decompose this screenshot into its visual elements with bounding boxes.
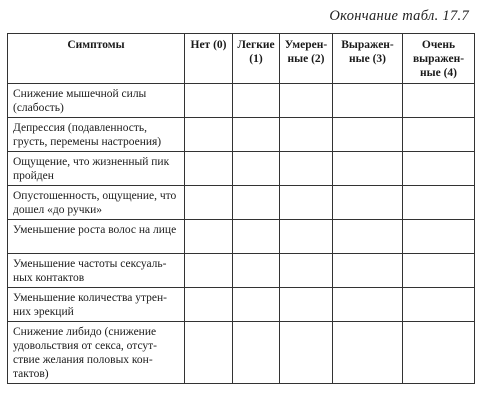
rating-cell-mild[interactable] [233, 84, 280, 118]
symptoms-table [7, 33, 475, 384]
rating-cell-none[interactable] [185, 220, 233, 254]
symptom-cell: Опустошенность, ощущение, что дошел «до ручки» [8, 186, 185, 220]
table-row [8, 288, 475, 322]
symptom-cell: Уменьшение частоты сексуаль-ных контактов [8, 254, 185, 288]
header-very-severe: Очень выражен-ные (4) [403, 34, 475, 84]
rating-cell-none[interactable] [185, 288, 233, 322]
rating-cell-severe[interactable] [333, 254, 403, 288]
rating-cell-severe[interactable] [333, 322, 403, 384]
rating-cell-very-severe[interactable] [403, 288, 475, 322]
rating-cell-very-severe[interactable] [403, 220, 475, 254]
rating-cell-severe[interactable] [333, 220, 403, 254]
rating-cell-moderate[interactable] [280, 186, 333, 220]
table-row [8, 152, 475, 186]
rating-cell-very-severe[interactable] [403, 152, 475, 186]
header-none: Нет (0) [185, 34, 233, 84]
rating-cell-severe[interactable] [333, 84, 403, 118]
rating-cell-moderate[interactable] [280, 322, 333, 384]
rating-cell-very-severe[interactable] [403, 118, 475, 152]
rating-cell-none[interactable] [185, 186, 233, 220]
table-row [8, 254, 475, 288]
rating-cell-severe[interactable] [333, 152, 403, 186]
table-row [8, 118, 475, 152]
rating-cell-severe[interactable] [333, 118, 403, 152]
rating-cell-very-severe[interactable] [403, 322, 475, 384]
table-row [8, 84, 475, 118]
symptom-cell: Ощущение, что жизненный пик пройден [8, 152, 185, 186]
table-row [8, 220, 475, 254]
rating-cell-moderate[interactable] [280, 220, 333, 254]
table-caption: Окончание табл. 17.7 [329, 8, 469, 24]
rating-cell-moderate[interactable] [280, 118, 333, 152]
rating-cell-moderate[interactable] [280, 254, 333, 288]
rating-cell-none[interactable] [185, 84, 233, 118]
rating-cell-mild[interactable] [233, 186, 280, 220]
rating-cell-none[interactable] [185, 254, 233, 288]
rating-cell-none[interactable] [185, 322, 233, 384]
rating-cell-severe[interactable] [333, 186, 403, 220]
rating-cell-mild[interactable] [233, 220, 280, 254]
header-severe: Выражен-ные (3) [333, 34, 403, 84]
rating-cell-none[interactable] [185, 152, 233, 186]
rating-cell-very-severe[interactable] [403, 84, 475, 118]
rating-cell-mild[interactable] [233, 152, 280, 186]
rating-cell-very-severe[interactable] [403, 186, 475, 220]
rating-cell-moderate[interactable] [280, 288, 333, 322]
header-symptoms: Симптомы [8, 34, 185, 84]
symptom-cell: Уменьшение количества утрен-них эрекций [8, 288, 185, 322]
rating-cell-mild[interactable] [233, 288, 280, 322]
rating-cell-mild[interactable] [233, 322, 280, 384]
header-mild: Легкие (1) [233, 34, 280, 84]
rating-cell-mild[interactable] [233, 254, 280, 288]
symptom-cell: Снижение мышечной силы (слабость) [8, 84, 185, 118]
header-moderate: Умерен-ные (2) [280, 34, 333, 84]
rating-cell-moderate[interactable] [280, 84, 333, 118]
rating-cell-moderate[interactable] [280, 152, 333, 186]
rating-cell-severe[interactable] [333, 288, 403, 322]
header-row [8, 34, 475, 84]
table-row [8, 186, 475, 220]
rating-cell-very-severe[interactable] [403, 254, 475, 288]
table-row [8, 322, 475, 384]
rating-cell-none[interactable] [185, 118, 233, 152]
symptom-cell: Снижение либидо (снижение удовольствия от секса, отсут-ствие желания половых кон-тактов) [8, 322, 185, 384]
rating-cell-mild[interactable] [233, 118, 280, 152]
symptom-cell: Уменьшение роста волос на лице [8, 220, 185, 254]
symptom-cell: Депрессия (подавленность, грусть, перемены настроения) [8, 118, 185, 152]
